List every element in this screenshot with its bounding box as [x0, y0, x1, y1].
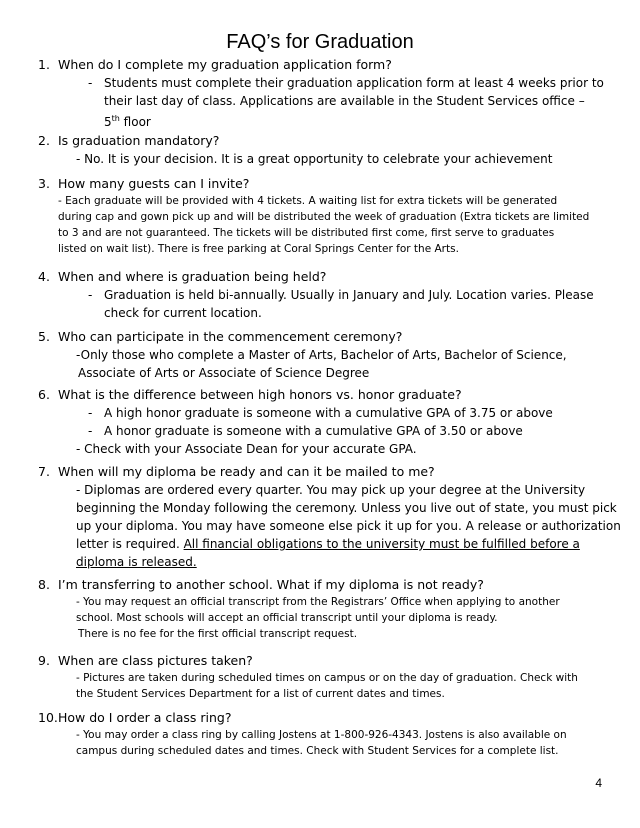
faq-number: 9. — [38, 653, 50, 668]
faq-item-2 — [38, 132, 628, 168]
floor-number: 5 — [104, 115, 112, 129]
faq-question — [38, 709, 628, 727]
faq-number: 8. — [38, 577, 50, 592]
faq-answer — [38, 727, 628, 759]
answer-line: up your diploma. You may have someone else pick it up for you. A release or authorization — [76, 519, 621, 533]
faq-answer — [38, 481, 628, 571]
faq-question-text: How do I order a class ring? — [58, 710, 232, 725]
answer-line: - Diplomas are ordered every quarter. You may pick up your degree at the University — [76, 483, 586, 497]
faq-question — [38, 56, 628, 74]
faq-item-1 — [38, 56, 628, 131]
answer-line: Graduation is held bi-annually. Usually in January and July. Location varies. Please — [104, 288, 594, 302]
faq-answer — [38, 594, 628, 642]
faq-answer — [38, 422, 628, 440]
faq-item-10 — [38, 709, 628, 759]
answer-line — [76, 535, 628, 553]
faq-number: 6. — [38, 387, 50, 402]
answer-line — [104, 110, 628, 131]
faq-item-9 — [38, 652, 628, 702]
financial-obligations-notice: All financial obligations to the university must be fulfilled before a — [183, 537, 580, 551]
answer-dash: - — [88, 424, 93, 438]
answer-text: letter is required. — [76, 537, 184, 551]
faq-answer — [38, 670, 628, 702]
answer-line: the Student Services Department for a list of current dates and times. — [76, 688, 445, 700]
page-title: FAQ’s for Graduation — [226, 31, 414, 53]
faq-item-5 — [38, 328, 628, 382]
faq-answer — [38, 193, 628, 257]
answer-line: - Check with your Associate Dean for your accurate GPA. — [76, 442, 417, 456]
answer-line: listed on wait list). There is free parking at Coral Springs Center for the Arts. — [58, 243, 459, 255]
answer-line: to 3 and are not guaranteed. The tickets will be distributed first come, first serve to graduates — [58, 227, 555, 239]
faq-question — [38, 652, 628, 670]
faq-question — [38, 386, 628, 404]
answer-line: Students must complete their graduation application form at least 4 weeks prior to — [104, 76, 604, 90]
faq-question-text: What is the difference between high honors vs. honor graduate? — [58, 387, 462, 402]
answer-line: - Pictures are taken during scheduled times on campus or on the day of graduation. Check with — [76, 672, 578, 684]
answer-line: - Each graduate will be provided with 4 tickets. A waiting list for extra tickets will be generated — [58, 195, 558, 207]
faq-number: 4. — [38, 269, 50, 284]
faq-answer — [38, 440, 628, 458]
answer-line: Associate of Arts or Associate of Science Degree — [78, 366, 370, 380]
faq-number: 5. — [38, 329, 50, 344]
faq-question — [38, 328, 628, 346]
faq-question — [38, 576, 628, 594]
faq-number: 7. — [38, 464, 50, 479]
answer-line: - You may order a class ring by calling Jostens at 1-800-926-4343. Jostens is also available on — [76, 729, 567, 741]
faq-item-3 — [38, 175, 628, 257]
faq-question-text: I’m transferring to another school. What if my diploma is not ready? — [58, 577, 484, 592]
faq-question-text: When and where is graduation being held? — [58, 269, 327, 284]
answer-line: There is no fee for the first official transcript request. — [78, 628, 358, 640]
answer-dash: - — [88, 76, 93, 90]
faq-item-4 — [38, 268, 628, 322]
faq-question-text: When will my diploma be ready and can it be mailed to me? — [58, 464, 435, 479]
faq-answer — [38, 286, 628, 322]
faq-answer — [38, 150, 628, 168]
faq-number: 1. — [38, 57, 50, 72]
faq-item-7 — [38, 463, 628, 571]
faq-question-text: Is graduation mandatory? — [58, 133, 220, 148]
answer-line: campus during scheduled dates and times. Check with Student Services for a complete list. — [76, 745, 559, 757]
faq-answer — [38, 74, 628, 131]
faq-item-8 — [38, 576, 628, 642]
faq-number: 10. — [38, 710, 58, 725]
answer-line: -Only those who complete a Master of Arts, Bachelor of Arts, Bachelor of Science, — [76, 348, 567, 362]
floor-word: floor — [119, 115, 151, 129]
answer-dash: - — [88, 288, 93, 302]
faq-question — [38, 175, 628, 193]
faq-question — [38, 268, 628, 286]
answer-line: during cap and gown pick up and will be distributed the week of graduation (Extra tickets are limited — [58, 211, 590, 223]
page-number: 4 — [595, 776, 602, 790]
faq-question-text: When do I complete my graduation application form? — [58, 57, 392, 72]
faq-question — [38, 463, 628, 481]
faq-number: 3. — [38, 176, 50, 191]
faq-answer — [38, 404, 628, 422]
answer-dash: - — [88, 406, 93, 420]
answer-line: school. Most schools will accept an official transcript until your diploma is ready. — [76, 612, 498, 624]
answer-line: their last day of class. Applications are available in the Student Services office – — [104, 94, 585, 108]
faq-answer — [38, 346, 628, 382]
faq-question-text: Who can participate in the commencement ceremony? — [58, 329, 403, 344]
answer-line: beginning the Monday following the ceremony. Unless you live out of state, you must pick — [76, 501, 617, 515]
floor-suffix: th — [111, 114, 120, 123]
answer-line: A high honor graduate is someone with a cumulative GPA of 3.75 or above — [104, 406, 553, 420]
faq-question-text: When are class pictures taken? — [58, 653, 253, 668]
faq-question-text: How many guests can I invite? — [58, 176, 250, 191]
faq-item-6 — [38, 386, 628, 458]
answer-line: A honor graduate is someone with a cumulative GPA of 3.50 or above — [104, 424, 523, 438]
answer-line: - No. It is your decision. It is a great opportunity to celebrate your achievement — [76, 152, 553, 166]
answer-line: - You may request an official transcript from the Registrars’ Office when applying to another — [76, 596, 560, 608]
answer-line: diploma is released. — [76, 555, 197, 569]
answer-line: check for current location. — [104, 306, 262, 320]
faq-question — [38, 132, 628, 150]
faq-number: 2. — [38, 133, 50, 148]
